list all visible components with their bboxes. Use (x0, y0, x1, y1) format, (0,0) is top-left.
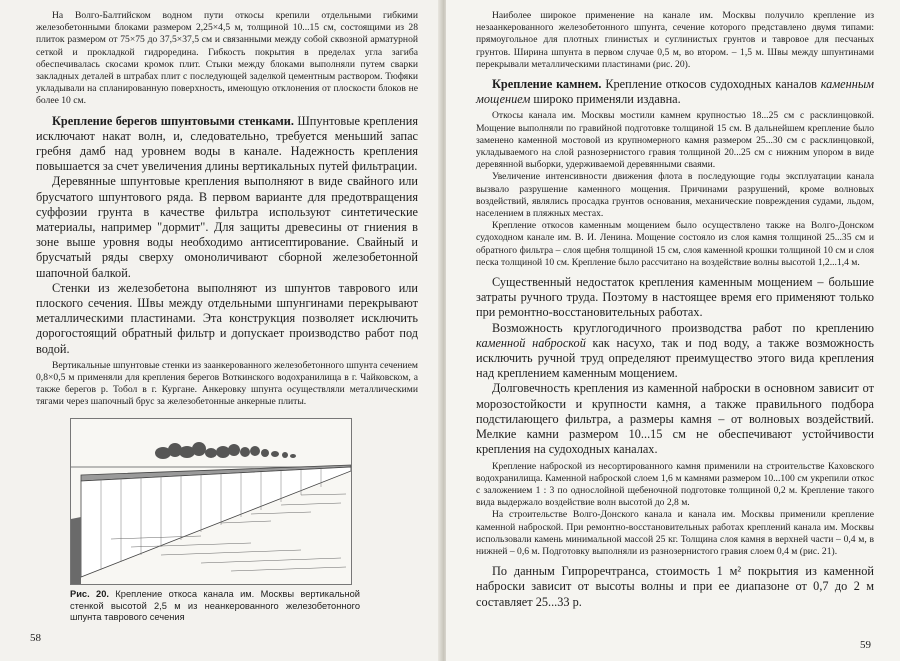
paragraph: Вертикальные шпунтовые стенки из заанкерованного железобетонного шпунта сечением 0,8×0,5 м применяли для крепления берегов Воткинского водохранилища в г. Чайковском, а также берегов р. Тобол в г. Кургане. Анкеровку шпунта осуществляли металлическими тягами через шапочный брус за железобетонные анкерные плиты. (36, 359, 418, 408)
paragraph: Откосы канала им. Москвы мостили камнем крупностью 18...25 см с расклинцовкой. Мощение выполняли по гравийной подготовке толщиной 15 см. В дальнейшем крепление было заменено каменной мостовой из крупномерного камня размером 25...30 см с расклинцовкой, укладываемого на слой разнозернистого гравия толщиной 20...25 см с нижним упором в виде деревянной выборки, удерживаемой деревянными сваями. (476, 110, 874, 171)
trees-icon (155, 442, 296, 459)
paragraph-italic-term: каменной наброской (476, 335, 586, 350)
left-text-column (36, 10, 418, 409)
paragraph (476, 321, 874, 382)
paragraph: Деревянные шпунтовые крепления выполняют в виде свайного или брусчатого шпунтового ряда. В первом варианте для предотвращения суффозии грунта в качестве фильтра используют синтетические материалы, например "дормит". Для защиты древесины от гниения в зоне выше уровня воды необходимо антисептирование. Свайный и брусчатый ряды сверху омоноличивают сборной железобетонной шапочной балкой. (36, 174, 418, 280)
paragraph-section-heading (476, 77, 874, 107)
section-heading: Крепление берегов шпунтовыми стенками. (52, 113, 294, 128)
paragraph-text: Шпунтовые крепления исключают накат волн, и, следовательно, требуется меньший запас гребня дамб над уровнем воды в канале. Надежность крепления повышается за счет увеличения длины вертикальных путей фильтрации. (36, 113, 418, 174)
figure-caption-text: Крепление откоса канала им. Москвы вертикальной стенкой высотой 2,5 м из неанкерованного железобетонного шпунта таврового сечения (70, 589, 361, 623)
paragraph-text: Крепление откосов судоходных каналов (601, 77, 821, 92)
paragraph-text: Возможность круглогодичного производства работ по креплению (492, 320, 874, 335)
paragraph: На строительстве Волго-Донского канала и канала им. Москвы применили крепление каменной наброской. При ремонтно-восстановительных работах креплений канала им. Москвы использовали камень минимальной массой 25 кг. Толщина слоя камня в верхней части – 0,4 м, в нижней – 0,6 м. Подготовку выполняли из разнозернистого гравия слоем 0,4 м (рис. 21). (476, 509, 874, 557)
canal-wall-illustration (71, 419, 351, 584)
paragraph: Стенки из железобетона выполняют из шпунтов таврового или плоского сечения. Швы между отдельными шпунгинами перекрывают металлическими пластинами. Эта конструкция позволяет исключить дорогостоящий обратный фильтр и допускает производство работ под водой. (36, 280, 418, 356)
paragraph-section-heading (36, 114, 418, 175)
figure-20 (70, 418, 352, 585)
right-text-column (476, 10, 874, 610)
paragraph-italic-term: каменным мощением (476, 77, 874, 107)
paragraph-text: широко применяли издавна. (530, 92, 681, 107)
page-left (0, 0, 440, 661)
paragraph: Наиболее широкое применение на канале им. Москвы получило крепление из незаанкерованного железобетонного шпунта, сечение которого представлено двумя типами: прямоугольное для плотных глинистых и суглинистых грунтов и тавровое для песчаных грунтов. Ширина шпунта в первом случае 0,5 м, во втором. – 1,5 м. Швы между шпунтинами перекрывали металлическими пластинами (рис. 20). (476, 10, 874, 70)
paragraph: Существенный недостаток крепления каменным мощением – большие затраты ручного труда. Поэтому в настоящее время его применяют только при ремонтно-восстановительных работах. (476, 275, 874, 320)
figure-caption (70, 589, 360, 624)
figure-caption-label: Рис. 20. (70, 589, 109, 599)
paragraph: На Волго-Балтийском водном пути откосы крепили отдельными гибкими железобетонными блоками размером 2,25×4,5 м, толщиной 10...15 см, состоящими из 28 плиток размером от 75×75 до 37,5×37,5 см и связанными между собой сквозной арматурной сеткой и прокладкой гидроредина. Гибкость покрытия в пределах угла загиба обеспечивалась скосами кромок плит. Стыки между блоками выполняли путем сварки закладных деталей в штрабах плит с последующей заделкой цементным раствором. Тюфяки укладывали на спланированную поверхность, имеющую отклонения от плоскости блоков не более 10 см. (36, 10, 418, 107)
page-number: 58 (30, 632, 41, 644)
paragraph: По данным Гипроречтранса, стоимость 1 м² покрытия из каменной наброски зависит от высоты волны и при ее диапазоне от 0,7 до 2 м составляет 25...33 р. (476, 564, 874, 609)
paragraph: Крепление откосов каменным мощением было осуществлено также на Волго-Донском судоходном канале им. В. И. Ленина. Мощение состояло из слоя камня толщиной 25...35 см и обратного фильтра – слоя щебня толщиной 15 см, слоя каменной крошки толщиной 10 см и слоя песка толщиной 10 см. Крепление было рассчитано на воздействие волны высотой 1,2...1,4 м. (476, 220, 874, 268)
paragraph: Долговечность крепления из каменной наброски в основном зависит от морозостойкости и крупности камня, а также правильного подбора подстилающего фильтра, а размеры камня – от волновых воздействий. Мелкие камни размером 10...15 см не обеспечивают устойчивости крепления на судоходных каналах. (476, 381, 874, 457)
section-heading: Крепление камнем. (492, 77, 602, 92)
page-right (446, 0, 900, 661)
page-number: 59 (860, 639, 871, 651)
paragraph-text: как насухо, так и под воду, а также возможность исключить ручной труд определяют преимущество этого вида крепления над креплением каменным мощением. (476, 335, 874, 381)
paragraph: Крепление наброской из несортированного камня применили на строительстве Каховского водохранилища. Каменной наброской слоем 1,6 м камнями размером 10...100 см укрепили откос с заложением 1 : 3 по однослойной щебеночной подготовке толщиной 0,2 м. Крепление такого вида выдержало воздействие волн высотой до 2,8 м. (476, 460, 874, 509)
paragraph: Увеличение интенсивности движения флота в последующие годы эксплуатации канала вызвало разрушение каменного мощения. Причинами разрушений, кроме волновых воздействий, являлись просадка грунтов основания, механические повреждения судами, льдом, населением в пляжных местах. (476, 171, 874, 220)
